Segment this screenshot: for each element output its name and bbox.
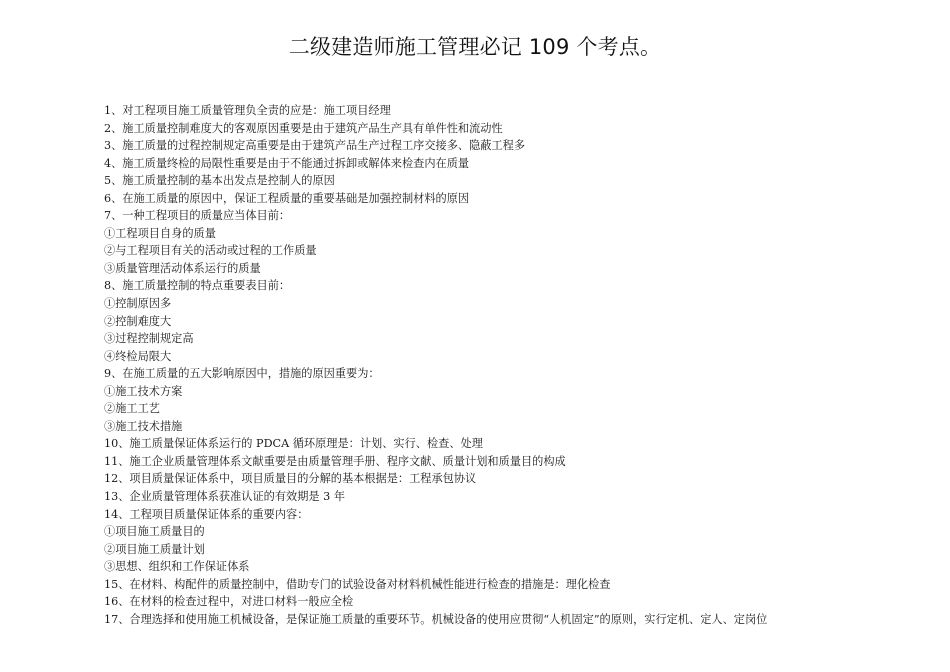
text-line: 15、在材料、构配件的质量控制中，借助专门的试验设备对材料机械性能进行检查的措施是：理化检查	[104, 577, 611, 591]
text-line: 11、施工企业质量管理体系文献重要是由质量管理手册、程序文献、质量计划和质量目的构成	[104, 454, 566, 468]
text-line: 17、合理选择和使用施工机械设备，是保证施工质量的重要环节。机械设备的使用应贯彻“人机固定”的原则，实行定机、定人、定岗位	[104, 612, 768, 626]
text-line: ①施工技术方案	[104, 384, 183, 398]
text-line: ③质量管理活动体系运行的质量	[104, 261, 261, 275]
text-line: 13、企业质量管理体系获准认证的有效期是 3 年	[104, 490, 346, 504]
text-line: ①工程项目自身的质量	[104, 226, 216, 240]
document-title: 二级建造师施工管理必记 109 个考点。	[288, 35, 662, 59]
text-line: ③施工技术措施	[104, 419, 183, 433]
text-line: ①项目施工质量目的	[104, 525, 205, 539]
text-line: 14、工程项目质量保证体系的重要内容：	[104, 507, 309, 521]
text-line: ②项目施工质量计划	[104, 542, 205, 556]
text-line: 9、在施工质量的五大影响原因中，措施的原因重要为：	[104, 367, 380, 381]
text-line: ②控制难度大	[104, 314, 172, 328]
text-line: 8、施工质量控制的特点重要表目前：	[104, 279, 291, 293]
text-line: 6、在施工质量的原因中，保证工程质量的重要基础是加强控制材料的原因	[104, 191, 470, 205]
text-line: 1、对工程项目施工质量管理负全责的应是：施工项目经理	[104, 104, 391, 117]
document-body	[104, 102, 924, 628]
text-line: ②施工工艺	[104, 402, 160, 416]
text-line: 4、施工质量终检的局限性重要是由于不能通过拆卸或解体来检查内在质量	[104, 156, 470, 170]
text-line: ③过程控制规定高	[104, 332, 194, 346]
text-line: ③思想、组织和工作保证体系	[104, 560, 250, 574]
text-line: 3、施工质量的过程控制规定高重要是由于建筑产品生产过程工序交接多、隐蔽工程多	[104, 139, 526, 153]
text-line: 2、施工质量控制难度大的客观原因重要是由于建筑产品生产具有单件性和流动性	[104, 121, 503, 135]
text-line: ④终检局限大	[104, 349, 172, 363]
text-line: 10、施工质量保证体系运行的 PDCA 循环原理是：计划、实行、检查、处理	[104, 437, 483, 451]
text-line: 16、在材料的检查过程中，对进口材料一般应全检	[104, 595, 354, 609]
text-line: ①控制原因多	[104, 297, 172, 311]
text-line: 12、项目质量保证体系中，项目质量目的分解的基本根据是：工程承包协议	[104, 472, 477, 486]
text-line: 5、施工质量控制的基本出发点是控制人的原因	[104, 174, 335, 188]
text-line: ②与工程项目有关的活动或过程的工作质量	[104, 244, 317, 258]
text-line: 7、一种工程项目的质量应当体目前：	[104, 209, 291, 223]
